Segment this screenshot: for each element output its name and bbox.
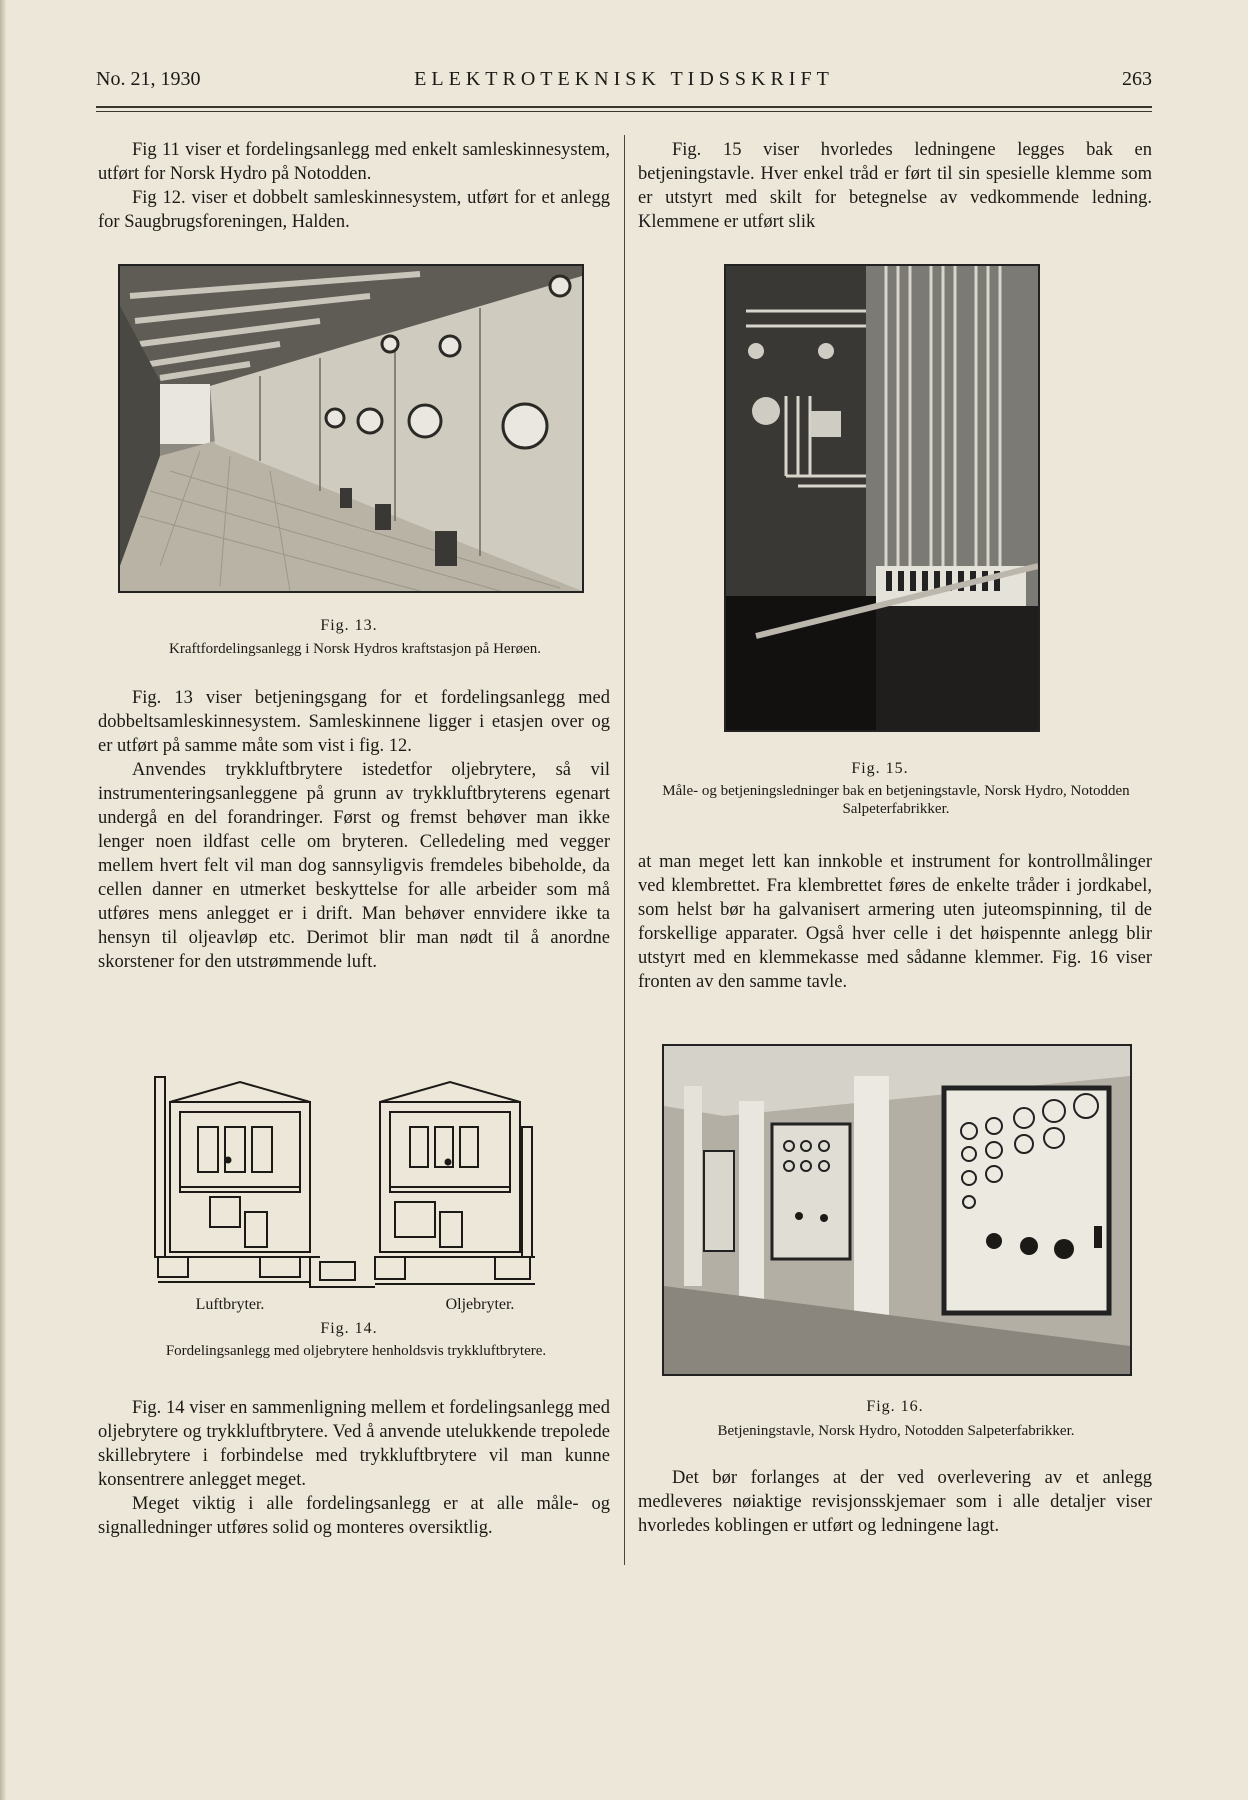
page-number: 263	[1122, 68, 1152, 90]
fig14-left-label: Luftbryter.	[195, 1296, 265, 1313]
fig16-caption: Betjeningstavle, Norsk Hydro, Notodden Salpeterfabrikker.	[717, 1423, 1075, 1439]
fig14-right-label: Oljebryter.	[445, 1296, 515, 1313]
paragraph: Fig. 13 viser betjeningsgang for et fordelingsanlegg med dobbeltsamleskinnesystem. Samleskinnene ligger i etasjen over og er utført på samme måte som vist i fig. 12.	[98, 688, 610, 756]
page-edge	[0, 0, 6, 1800]
fig14-label: Fig. 14.	[320, 1320, 378, 1337]
body-text-fig13	[98, 686, 610, 974]
fig16-label: Fig. 16.	[866, 1398, 924, 1415]
header-rule	[96, 106, 1152, 108]
fig13-photo	[118, 264, 584, 593]
paragraph: at man meget lett kan innkoble et instrument for kontrollmålinger ved klembrettet. Fra klembrettet føres de enkelte tråder i jordkabel, som helst bør ha galvanisert armering uten juteomspinning, til de forskellige apparater. Også hver celle i det høispennte anlegg blir utstyrt med en klemmekasse med sådanne klemmer. Fig. 16 viser fronten av den samme tavle.	[638, 852, 1152, 992]
paragraph: Fig 11 viser et fordelingsanlegg med enkelt samleskinnesystem, utført for Norsk Hydro på Notodden.	[98, 140, 610, 184]
paragraph: Fig. 14 viser en sammenligning mellem et fordelingsanlegg med oljebrytere og trykkluftbrytere. Ved å anvende utelukkende trepolede skillebrytere i forbindelse med trykkluftbrytere vil man kunne konsentrere anlegget meget.	[98, 1398, 610, 1490]
header-rule-thin	[96, 111, 1152, 112]
body-text-revisjon	[638, 1466, 1152, 1538]
paragraph: Fig 12. viser et dobbelt samleskinnesystem, utført for et anlegg for Saugbrugsforeningen, Halden.	[98, 188, 610, 232]
fig15-label: Fig. 15.	[851, 760, 909, 777]
fig14-drawing	[150, 1072, 560, 1302]
fig15-photo	[724, 264, 1040, 732]
body-text-klembrett	[638, 850, 1152, 994]
fig13-caption: Kraftfordelingsanlegg i Norsk Hydros kraftstasjon på Herøen.	[169, 641, 541, 657]
intro-text	[98, 138, 610, 234]
paragraph: Fig. 15 viser hvorledes ledningene legges bak en betjeningstavle. Hver enkel tråd er ført til sin spesielle klemme som er utstyrt med skilt for betegnelse av vedkommende ledning. Klemmene er utført slik	[638, 140, 1152, 232]
right-intro-text	[638, 138, 1152, 234]
paragraph: Meget viktig i alle fordelingsanlegg er at alle måle- og signalledninger utføres solid og monteres oversiktlig.	[98, 1494, 610, 1538]
issue-number: No. 21, 1930	[96, 68, 201, 90]
fig16-photo	[662, 1044, 1132, 1376]
paragraph: Det bør forlanges at der ved overlevering av et anlegg medleveres nøiaktige revisjonsskjemaer som i alle detaljer viser hvorledes koblingen er utført og ledningene lagt.	[638, 1468, 1152, 1536]
fig13-label: Fig. 13.	[320, 617, 378, 634]
running-header	[96, 66, 1152, 96]
journal-title: ELEKTROTEKNISK TIDSSKRIFT	[414, 68, 834, 90]
paragraph: Anvendes trykkluftbrytere istedetfor oljebrytere, så vil instrumenteringsanleggene på grunn av trykkluftbryterens egenart undergå en del forandringer. Først og fremst behøver man ikke lenger noen ildfast celle om bryteren. Celledeling med vegger mellem hvert felt vil man dog sannsyligvis fremdeles bibeholde, da cellen danner en utmerket beskyttelse for alle arbeider som må utføres mens anlegget er i drift. Man behøver ennvidere ikke ta hensyn til oljeavløp etc. Derimot blir man nødt til å anordne skorstener for den utstrømmende luft.	[98, 760, 610, 972]
fig14-caption: Fordelingsanlegg med oljebrytere henholdsvis trykkluftbrytere.	[165, 1343, 547, 1359]
fig15-caption: Måle- og betjeningsledninger bak en betjeningstavle, Norsk Hydro, Notodden Salpeterfabrikker.	[662, 783, 1130, 817]
body-text-fig14	[98, 1396, 610, 1540]
column-divider	[624, 135, 625, 1565]
